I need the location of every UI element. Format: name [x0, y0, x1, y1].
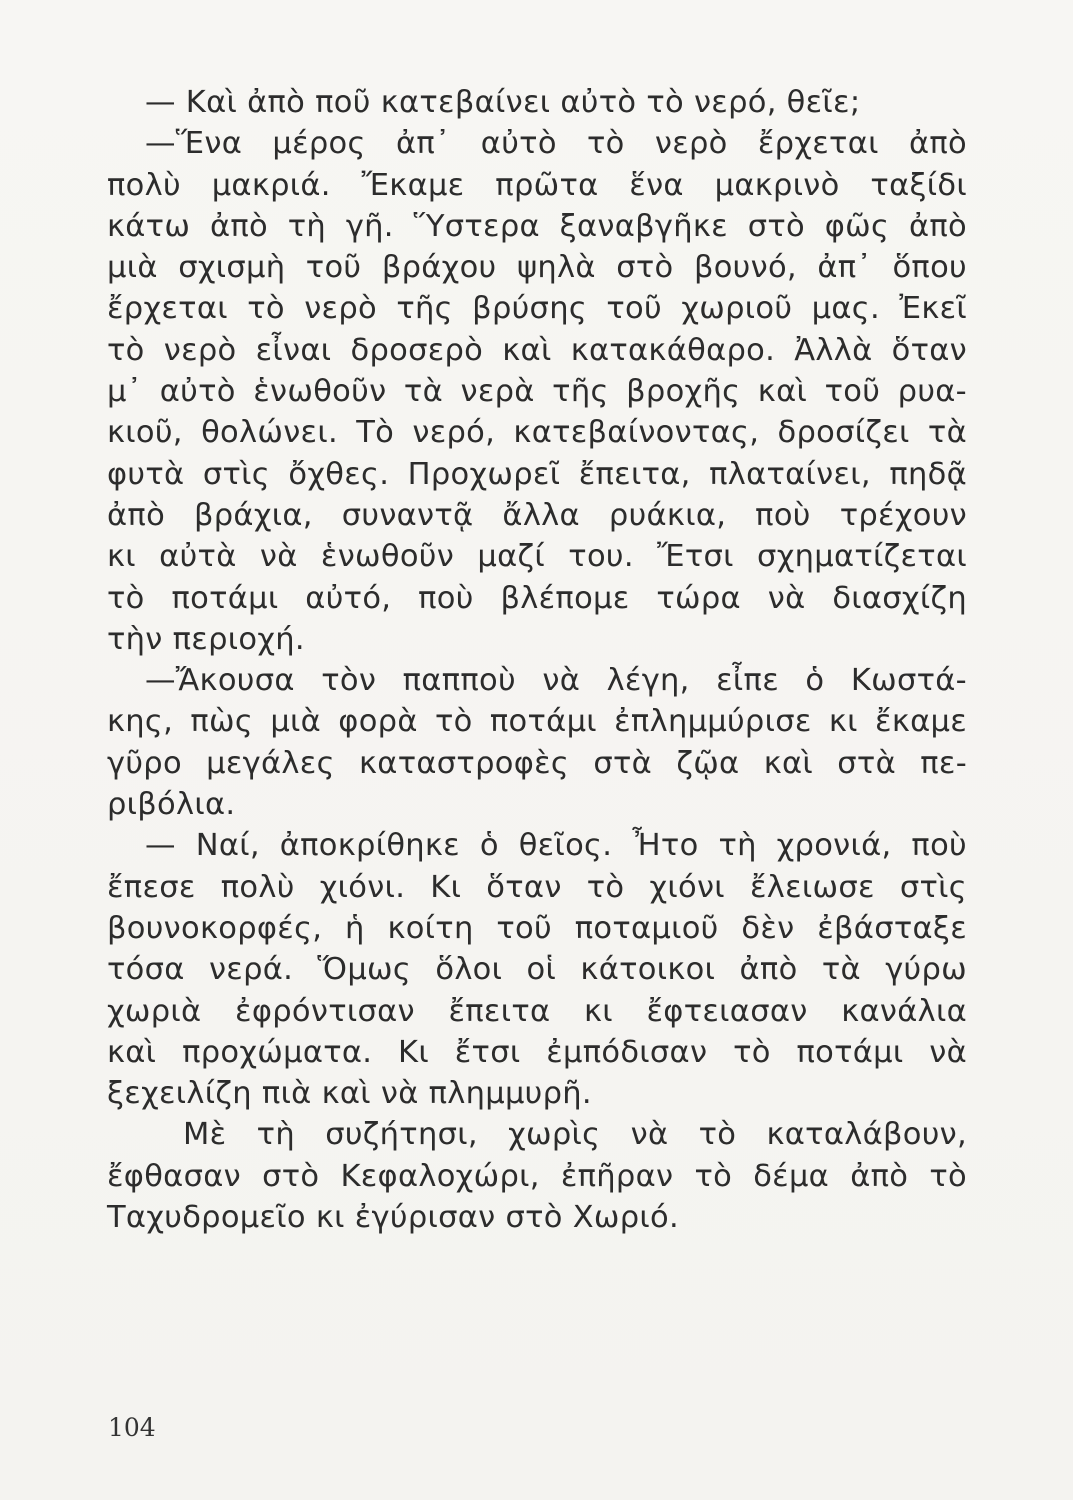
text-line: —Ἄκουσα τὸν παπποὺ νὰ λέγη, εἶπε ὁ Κωστά- — [145, 663, 967, 699]
text-line: τὸ ποτάμι αὐτό, ποὺ βλέπομε τώρα νὰ διασχίζη — [107, 580, 967, 616]
text-line: ριβόλια. — [107, 787, 236, 823]
text-line: κης, πὼς μιὰ φορὰ τὸ ποτάμι ἐπλημμύρισε κι ἔκαμε — [107, 704, 967, 740]
text-line: —Ἕνα μέρος ἀπ᾿ αὐτὸ τὸ νερὸ ἔρχεται ἀπὸ — [145, 126, 967, 162]
text-line: κιοῦ, θολώνει. Τὸ νερό, κατεβαίνοντας, δροσίζει τὰ — [107, 415, 967, 451]
text-line: ἔφθασαν στὸ Κεφαλοχώρι, ἐπῆραν τὸ δέμα ἀπὸ τὸ — [107, 1158, 967, 1194]
text-line: τὴν περιοχή. — [107, 621, 305, 657]
text-line: ἔπεσε πολὺ χιόνι. Κι ὅταν τὸ χιόνι ἔλειωσε στὶς — [107, 869, 967, 905]
text-line: κι αὐτὰ νὰ ἑνωθοῦν μαζί του. Ἔτσι σχηματίζεται — [107, 539, 967, 575]
text-line: καὶ προχώματα. Κι ἔτσι ἐμπόδισαν τὸ ποτάμι νὰ — [107, 1034, 967, 1070]
text-line: τὸ νερὸ εἶναι δροσερὸ καὶ κατακάθαρο. Ἀλλὰ ὅταν — [107, 332, 967, 368]
text-line: κάτω ἀπὸ τὴ γῆ. Ὕστερα ξαναβγῆκε στὸ φῶς ἀπὸ — [107, 208, 967, 244]
text-line: ἔρχεται τὸ νερὸ τῆς βρύσης τοῦ χωριοῦ μας. Ἐκεῖ — [107, 291, 967, 327]
text-line: — Καὶ ἀπὸ ποῦ κατεβαίνει αὐτὸ τὸ νερό, θεῖε; — [145, 85, 861, 120]
text-line: τόσα νερά. Ὅμως ὅλοι οἱ κάτοικοι ἀπὸ τὰ γύρω — [107, 952, 967, 988]
text-line: Μὲ τὴ συζήτησι, χωρὶς νὰ τὸ καταλάβουν, — [183, 1117, 967, 1153]
text-line: μ᾿ αὐτὸ ἑνωθοῦν τὰ νερὰ τῆς βροχῆς καὶ τοῦ ρυα- — [107, 374, 967, 410]
text-line: ξεχειλίζη πιὰ καὶ νὰ πλημμυρῆ. — [107, 1076, 592, 1112]
text-line: βουνοκορφές, ἡ κοίτη τοῦ ποταμιοῦ δὲν ἐβάσταξε — [107, 910, 967, 946]
page-number: 104 — [108, 1413, 156, 1442]
body-text — [107, 82, 967, 1238]
text-line: ἀπὸ βράχια, συναντᾷ ἄλλα ρυάκια, ποὺ τρέχουν — [107, 497, 967, 533]
text-line: — Ναί, ἀποκρίθηκε ὁ θεῖος. Ἦτο τὴ χρονιά, ποὺ — [145, 828, 967, 864]
text-line: μιὰ σχισμὴ τοῦ βράχου ψηλὰ στὸ βουνό, ἀπ᾿ ὅπου — [107, 250, 967, 286]
text-line: γῦρο μεγάλες καταστροφὲς στὰ ζῷα καὶ στὰ πε- — [107, 745, 967, 781]
text-line: φυτὰ στὶς ὄχθες. Προχωρεῖ ἔπειτα, πλαταίνει, πηδᾷ — [107, 456, 967, 492]
text-line: χωριὰ ἐφρόντισαν ἔπειτα κι ἔφτειασαν κανάλια — [107, 993, 967, 1029]
text-line: Ταχυδρομεῖο κι ἐγύρισαν στὸ Χωριό. — [107, 1200, 679, 1236]
text-line: πολὺ μακριά. Ἔκαμε πρῶτα ἕνα μακρινὸ ταξίδι — [107, 167, 967, 203]
